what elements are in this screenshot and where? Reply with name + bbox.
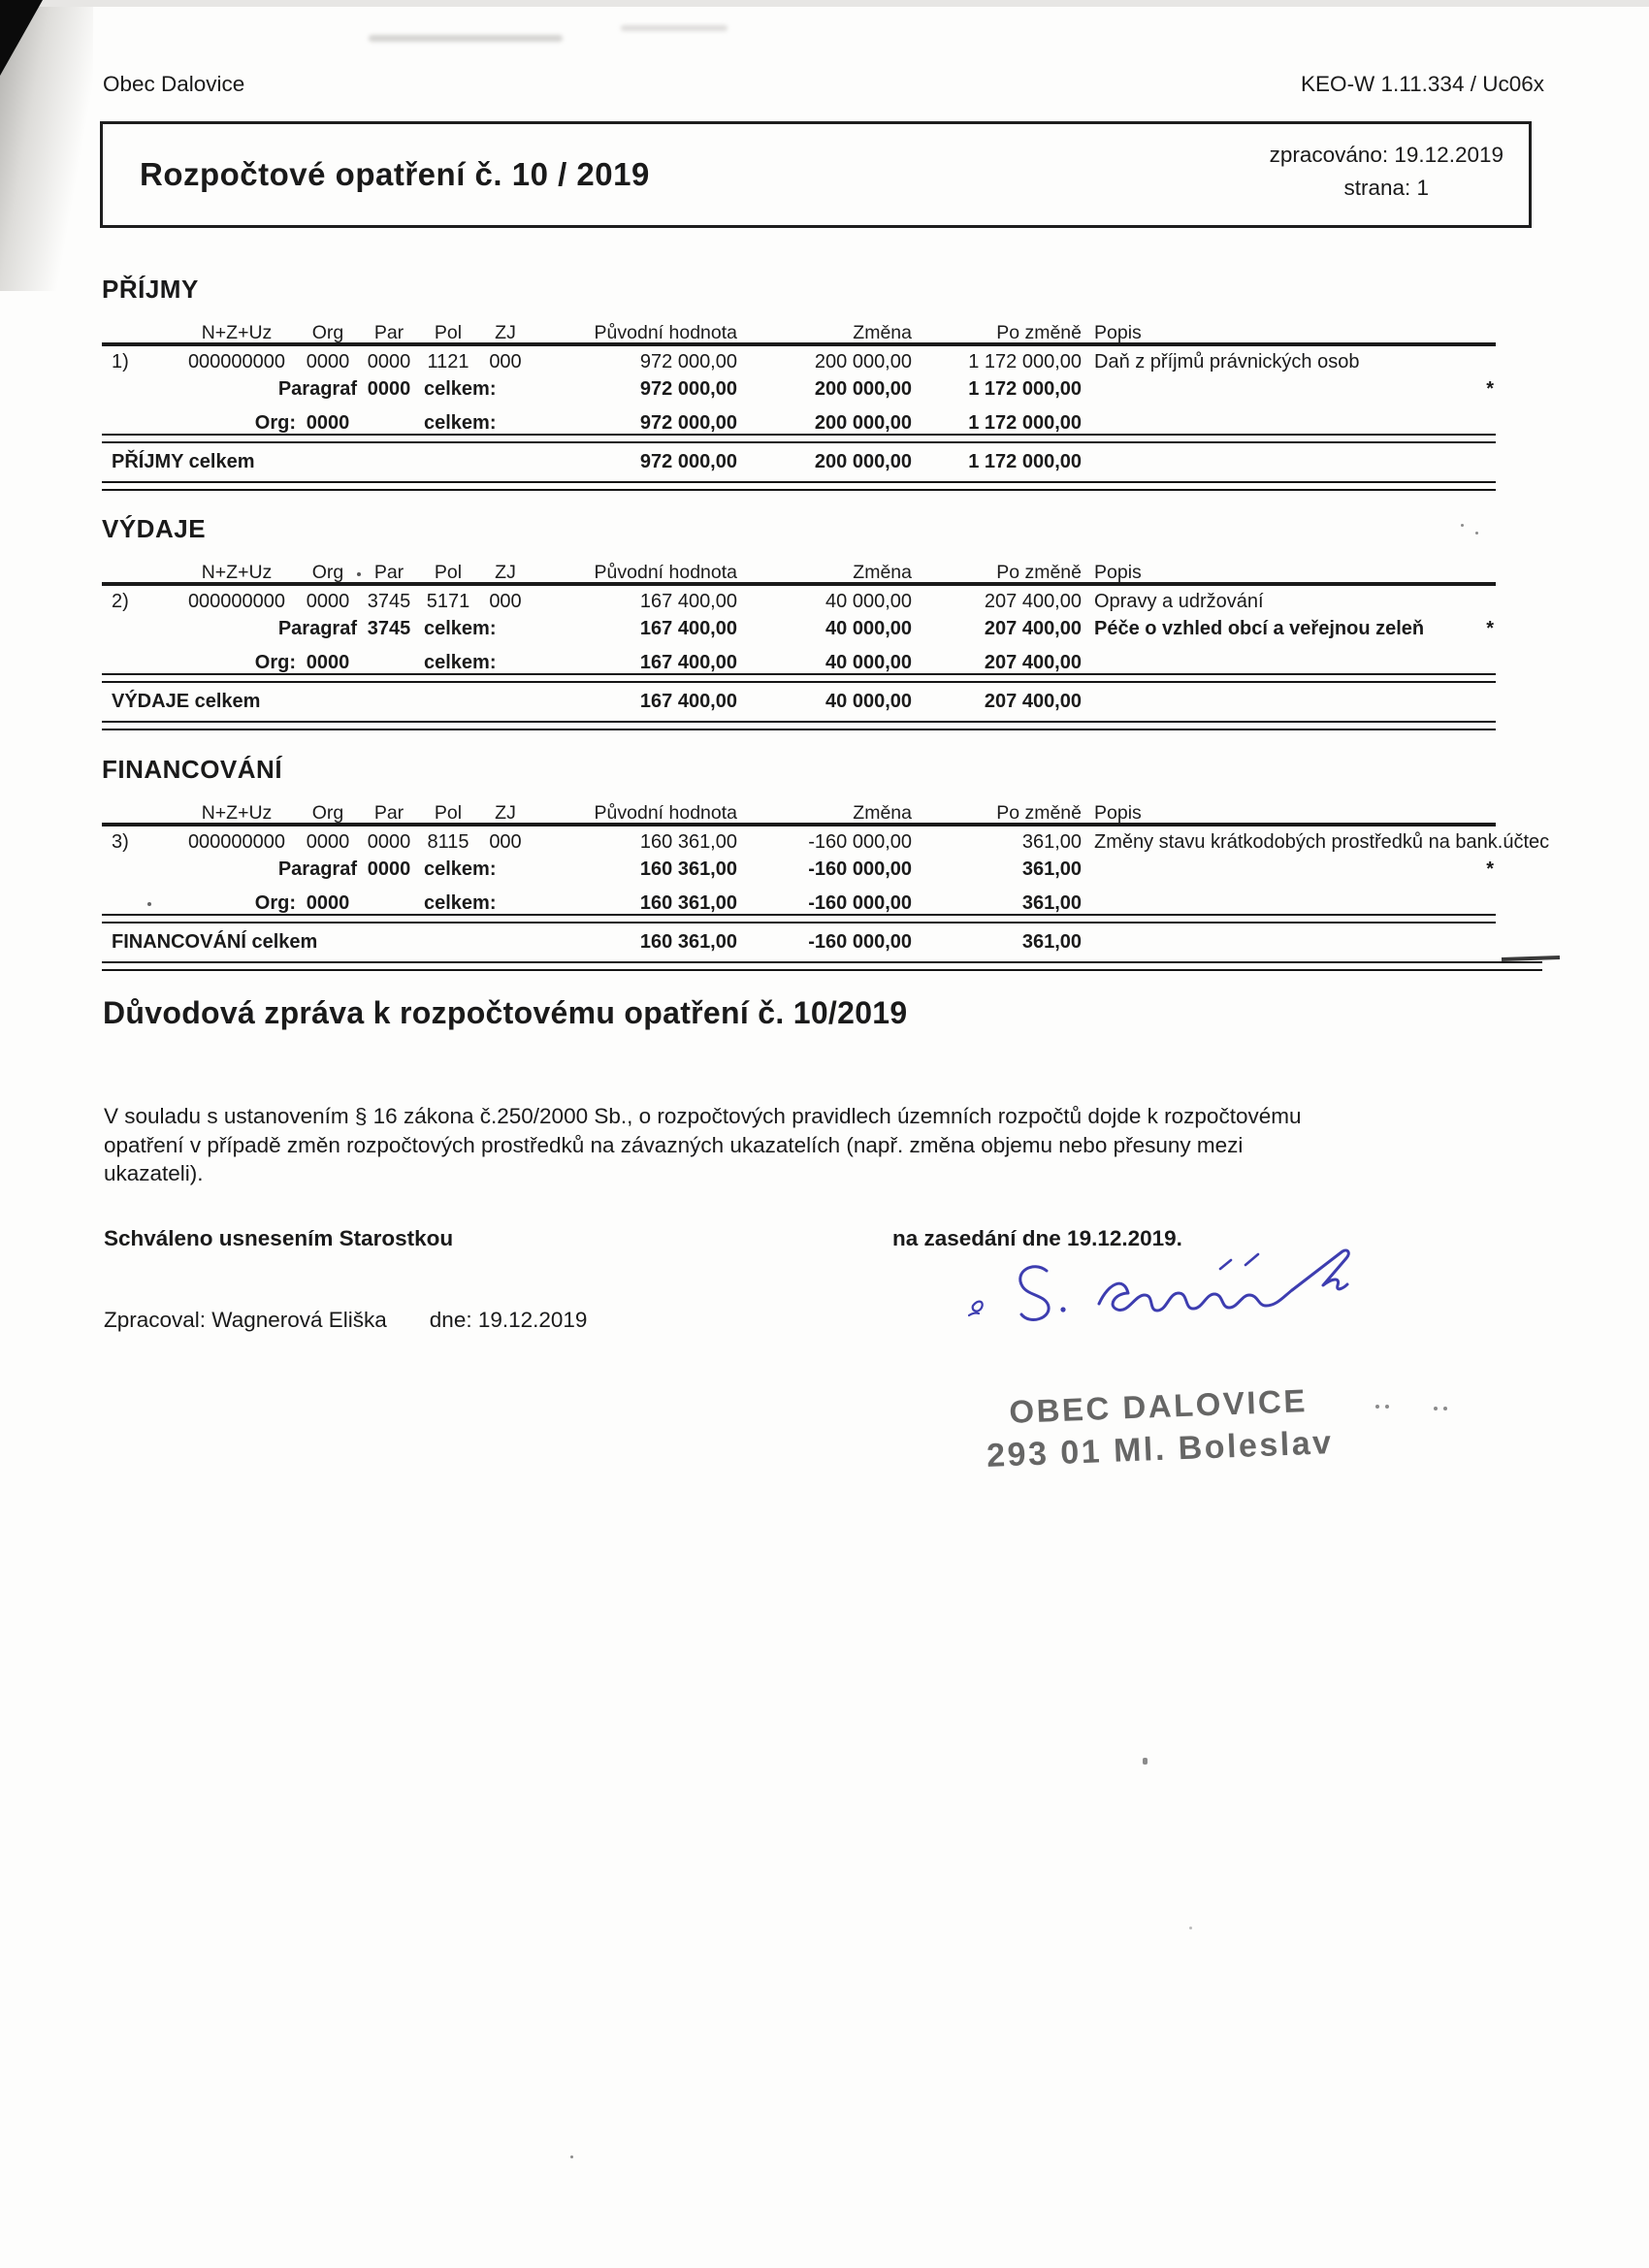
column-header-par: Par [373,802,404,824]
cell-original-value: 167 400,00 [639,618,737,639]
paragraf-code: 0000 [367,859,411,880]
paragraf-celkem-label: celkem: [424,378,497,400]
section-total-label: VÝDAJE celkem [112,691,261,712]
table-row-section-total [0,451,1649,476]
report-paragraph-line: ukazateli). [104,1161,204,1185]
cell-change: 200 000,00 [814,351,912,373]
cell-nzuz: 000000000 [187,591,286,612]
table-double-rule-bottom [102,961,1542,971]
organization-name: Obec Dalovice [103,72,245,96]
budget-section [0,275,1649,512]
column-header-nzuz: N+Z+Uz [201,802,273,824]
org-code: 0000 [306,652,350,673]
stamp-line1: OBEC DALOVICE [1008,1382,1309,1430]
cell-org: 0000 [306,591,350,612]
paragraf-label: Paragraf [277,618,357,639]
scan-artifact-dot [1143,1758,1148,1765]
cell-par: 0000 [367,831,411,853]
column-header-org: Org [311,322,344,343]
asterisk-marker: * [1486,378,1494,400]
cell-org: 0000 [306,351,350,373]
cell-after-change: 361,00 [1021,931,1082,953]
column-header-after-change: Po změně [996,562,1082,583]
cell-row-number: 1) [112,351,129,373]
asterisk-marker: * [1486,618,1494,639]
scan-artifact-dot [1443,1407,1447,1410]
municipality-stamp [954,1377,1364,1478]
column-header-nzuz: N+Z+Uz [201,322,273,343]
cell-description: Daň z příjmů právnických osob [1094,351,1360,373]
report-title: Důvodová zpráva k rozpočtovému opatření č. 10/2019 [103,995,908,1030]
section-heading: PŘÍJMY [102,275,199,304]
table-row-entry [0,831,1649,857]
column-header-pol: Pol [434,802,463,824]
cell-nzuz: 000000000 [187,831,286,853]
cell-original-value: 160 361,00 [639,931,737,953]
cell-after-change: 207 400,00 [984,618,1082,639]
cell-par: 0000 [367,351,411,373]
scan-artifact-dot [1375,1405,1379,1409]
org-celkem-label: celkem: [424,892,497,914]
cell-after-change: 1 172 000,00 [968,351,1082,373]
column-header-par: Par [373,322,404,343]
cell-original-value: 160 361,00 [639,892,737,914]
org-celkem-label: celkem: [424,412,497,434]
table-row-entry [0,591,1649,616]
table-row-paragraf-subtotal [0,859,1649,884]
cell-change: -160 000,00 [808,859,912,880]
scan-artifact-dot [1189,1927,1192,1929]
cell-description: Změny stavu krátkodobých prostředků na bank.účtec [1094,831,1550,853]
cell-original-value: 167 400,00 [639,591,737,612]
asterisk-marker: * [1486,859,1494,880]
document-title: Rozpočtové opatření č. 10 / 2019 [140,156,650,192]
cell-change: 40 000,00 [825,652,912,673]
paragraf-celkem-label: celkem: [424,618,497,639]
column-header-zj: ZJ [495,322,516,343]
processed-date: zpracováno: 19.12.2019 [1269,143,1504,167]
paragraf-celkem-label: celkem: [424,859,497,880]
scan-artifact-dot [1434,1407,1438,1410]
table-row-section-total [0,931,1649,956]
session-date-text: na zasedání dne 19.12.2019. [892,1226,1182,1250]
org-celkem-label: celkem: [424,652,497,673]
prepared-date-text: dne: 19.12.2019 [429,1308,588,1332]
cell-original-value: 160 361,00 [639,831,737,853]
section-heading: VÝDAJE [102,514,207,543]
cell-change: 40 000,00 [825,618,912,639]
column-header-zj: ZJ [495,562,516,583]
cell-zj: 000 [489,831,522,853]
cell-after-change: 361,00 [1021,892,1082,914]
report-paragraph [104,1102,1559,1188]
cell-change: -160 000,00 [808,931,912,953]
column-header-nzuz: N+Z+Uz [201,562,273,583]
cell-change: -160 000,00 [808,892,912,914]
cell-zj: 000 [489,591,522,612]
column-header-pol: Pol [434,322,463,343]
table-row-section-total [0,691,1649,716]
section-total-label: PŘÍJMY celkem [112,451,255,472]
cell-change: 200 000,00 [814,378,912,400]
budget-section [0,514,1649,752]
column-header-zj: ZJ [495,802,516,824]
cell-change: 200 000,00 [814,451,912,472]
cell-change: -160 000,00 [808,831,912,853]
org-code: 0000 [306,412,350,434]
cell-change: 200 000,00 [814,412,912,434]
cell-pol: 8115 [427,831,469,853]
cell-original-value: 972 000,00 [639,351,737,373]
cell-after-change: 1 172 000,00 [968,378,1082,400]
cell-zj: 000 [489,351,522,373]
cell-pol: 5171 [426,591,470,612]
table-header-rule [102,823,1496,826]
cell-change: 40 000,00 [825,591,912,612]
table-double-rule [102,914,1496,923]
cell-original-value: 972 000,00 [639,378,737,400]
column-header-org: Org [311,562,344,583]
cell-original-value: 167 400,00 [639,652,737,673]
table-double-rule [102,673,1496,683]
budget-sections [0,0,1649,1067]
column-header-org: Org [311,802,344,824]
section-total-label: FINANCOVÁNÍ celkem [112,931,318,953]
column-header-change: Změna [853,562,912,583]
paragraf-code: 3745 [367,618,411,639]
cell-after-change: 1 172 000,00 [968,451,1082,472]
scan-artifact-dot [570,2155,573,2158]
cell-description: Péče o vzhled obcí a veřejnou zeleň [1094,618,1425,639]
prepared-by-line [104,1308,587,1333]
table-header-rule [102,582,1496,586]
org-label: Org: [254,652,296,673]
table-double-rule-bottom [102,481,1496,491]
cell-row-number: 2) [112,591,129,612]
column-header-par: Par [373,562,404,583]
cell-original-value: 972 000,00 [639,412,737,434]
cell-after-change: 361,00 [1021,831,1082,853]
org-code: 0000 [306,892,350,914]
cell-after-change: 1 172 000,00 [968,412,1082,434]
page-number: strana: 1 [1343,176,1430,200]
org-label: Org: [254,892,296,914]
cell-after-change: 207 400,00 [984,691,1082,712]
table-row-entry [0,351,1649,376]
paragraf-code: 0000 [367,378,411,400]
cell-pol: 1121 [427,351,469,373]
report-paragraph-line: opatření v případě změn rozpočtových prostředků na závazných ukazatelích (např. změna objemu nebo přesuny mezi [104,1132,1244,1157]
cell-par: 3745 [367,591,411,612]
cell-original-value: 160 361,00 [639,859,737,880]
table-row-paragraf-subtotal [0,378,1649,404]
column-header-original-value: Původní hodnota [594,562,737,583]
cell-description: Opravy a udržování [1094,591,1264,612]
column-header-pol: Pol [434,562,463,583]
cell-after-change: 207 400,00 [984,652,1082,673]
table-header-rule [102,342,1496,346]
column-header-change: Změna [853,802,912,824]
scan-artifact-dot [1385,1405,1389,1409]
cell-change: 40 000,00 [825,691,912,712]
org-label: Org: [254,412,296,434]
cell-row-number: 3) [112,831,129,853]
column-header-original-value: Původní hodnota [594,322,737,343]
signature-handwriting [946,1242,1382,1344]
paragraf-label: Paragraf [277,378,357,400]
cell-nzuz: 000000000 [187,351,286,373]
column-header-original-value: Původní hodnota [594,802,737,824]
report-paragraph-line: V souladu s ustanovením § 16 zákona č.250/2000 Sb., o rozpočtových pravidlech územních rozpočtů dojde k rozpočtovému [104,1104,1302,1128]
section-heading: FINANCOVÁNÍ [102,755,283,784]
column-header-after-change: Po změně [996,322,1082,343]
cell-original-value: 167 400,00 [639,691,737,712]
paragraf-label: Paragraf [277,859,357,880]
cell-after-change: 207 400,00 [984,591,1082,612]
stamp-line2: 293 01 Ml. Boleslav [986,1424,1335,1474]
column-header-description: Popis [1094,562,1142,583]
column-header-change: Změna [853,322,912,343]
column-header-description: Popis [1094,322,1142,343]
prepared-by-text: Zpracoval: Wagnerová Eliška [104,1308,387,1332]
cell-after-change: 361,00 [1021,859,1082,880]
table-double-rule [102,434,1496,443]
software-version: KEO-W 1.11.334 / Uc06x [1301,72,1544,96]
cell-original-value: 972 000,00 [639,451,737,472]
budget-section [0,755,1649,992]
column-header-after-change: Po změně [996,802,1082,824]
approved-by-text: Schváleno usnesením Starostkou [104,1226,454,1250]
table-double-rule-bottom [102,721,1496,730]
table-row-paragraf-subtotal [0,618,1649,643]
column-header-description: Popis [1094,802,1142,824]
cell-org: 0000 [306,831,350,853]
